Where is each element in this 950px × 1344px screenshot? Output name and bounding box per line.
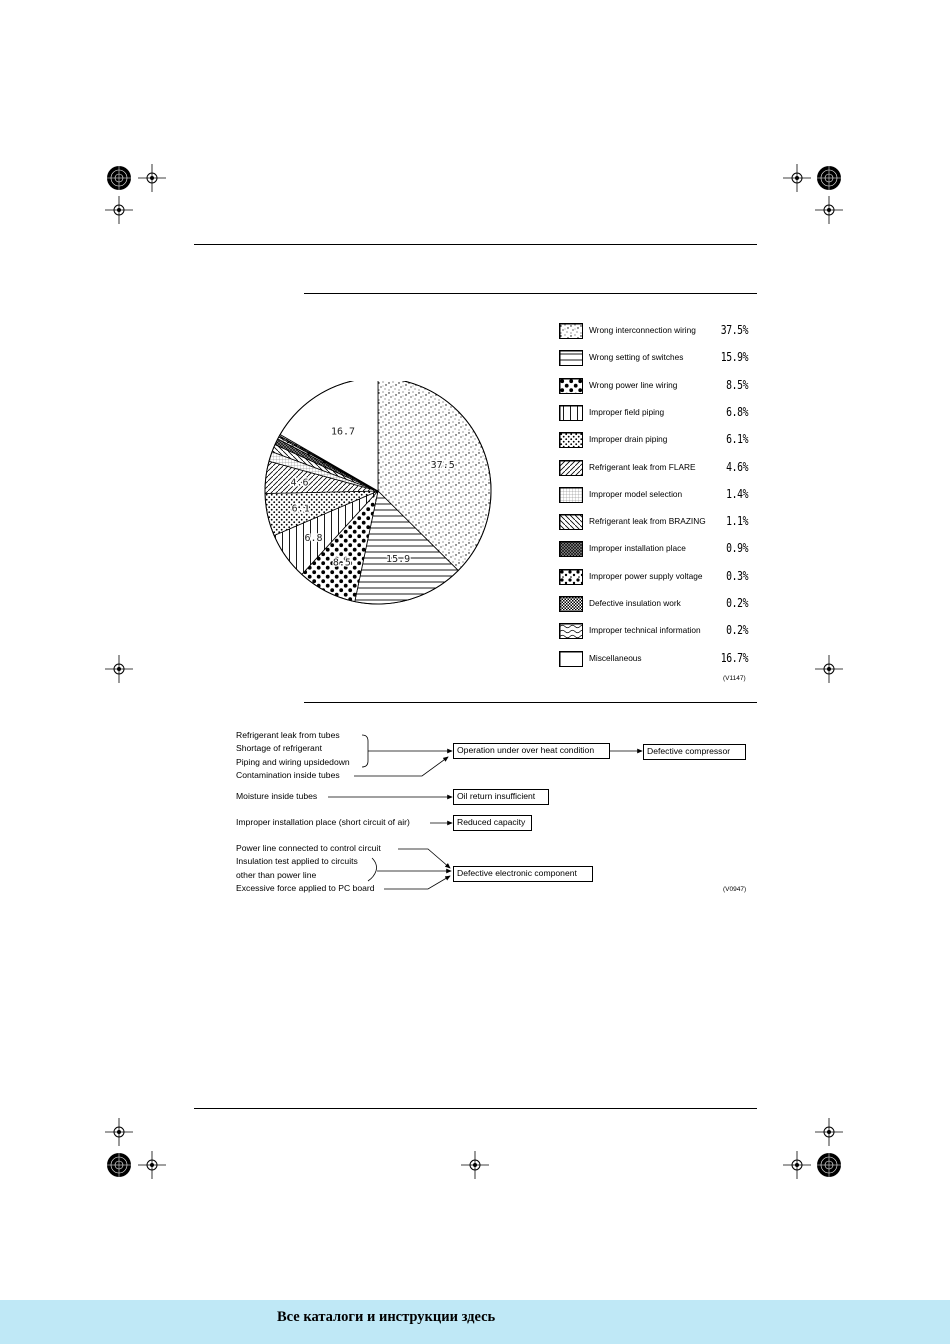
footer-rule — [194, 1108, 757, 1109]
legend-label: Wrong interconnection wiring — [589, 325, 696, 335]
legend-swatch — [559, 651, 583, 667]
crosshair-icon — [783, 164, 811, 192]
star-mark-icon — [107, 166, 131, 190]
legend-swatch — [559, 460, 583, 476]
footer-bar — [0, 1300, 950, 1344]
legend-swatch — [559, 569, 583, 585]
crosshair-icon — [105, 196, 133, 224]
legend-value: 0.2% — [726, 595, 748, 610]
cause-shortage-refrigerant: Shortage of refrigerant — [236, 743, 322, 753]
cause-excessive-force: Excessive force applied to PC board — [236, 883, 375, 893]
crosshair-icon — [783, 1151, 811, 1179]
result-defective-electronic: Defective electronic component — [453, 866, 593, 882]
legend-swatch — [559, 432, 583, 448]
legend-item — [559, 460, 751, 478]
chart-bottom-rule — [304, 702, 757, 703]
result-over-heat: Operation under over heat condition — [453, 743, 610, 759]
legend-swatch — [559, 378, 583, 394]
crosshair-icon — [815, 655, 843, 683]
cause-moisture: Moisture inside tubes — [236, 791, 318, 801]
legend-item — [559, 569, 751, 587]
pie-slice-label: 4.6 — [290, 477, 309, 489]
crosshair-icon — [138, 164, 166, 192]
cause-insulation-test-cont: other than power line — [236, 870, 317, 880]
legend-label: Defective insulation work — [589, 598, 681, 608]
result-reduced-capacity: Reduced capacity — [453, 815, 532, 831]
pie-slice-label: 37.5 — [430, 460, 455, 471]
legend-label: Wrong power line wiring — [589, 379, 678, 390]
crosshair-icon — [461, 1151, 489, 1179]
star-mark-icon — [817, 166, 841, 190]
legend-value: 1.1% — [726, 513, 748, 529]
legend-item — [559, 350, 751, 368]
legend-label: Refrigerant leak from FLARE — [589, 461, 696, 472]
legend-swatch — [559, 405, 583, 421]
legend-value: 4.6% — [726, 458, 748, 474]
legend-item — [559, 323, 751, 341]
legend-item — [559, 623, 751, 641]
legend-item — [559, 378, 751, 396]
legend-item — [559, 541, 751, 559]
legend-label: Improper technical information — [589, 625, 701, 636]
legend-label: Wrong setting of switches — [589, 352, 684, 363]
cause-power-line-control: Power line connected to control circuit — [236, 843, 381, 853]
legend-swatch — [559, 487, 583, 503]
legend-label: Improper installation place — [589, 543, 686, 554]
pie-chart — [258, 381, 498, 621]
cause-contamination: Contamination inside tubes — [236, 770, 340, 780]
pie-slice-label: 15.9 — [386, 554, 411, 566]
crosshair-icon — [105, 1118, 133, 1146]
legend-item — [559, 487, 751, 505]
pie-slice-label: 6.1 — [291, 503, 310, 515]
result-oil-return: Oil return insufficient — [453, 789, 549, 805]
star-mark-icon — [107, 1153, 131, 1177]
legend-value: 6.1% — [726, 431, 748, 447]
legend-swatch — [559, 350, 583, 366]
legend-item — [559, 405, 751, 423]
legend-swatch — [559, 623, 583, 639]
cause-improper-installation: Improper installation place (short circuit of air) — [236, 817, 410, 827]
pie-slice-label: 6.8 — [304, 532, 323, 544]
legend-label: Improper model selection — [589, 488, 683, 499]
legend-value: 8.5% — [726, 376, 748, 392]
pie-slice-label: 8.5 — [332, 557, 351, 569]
legend-value: 16.7% — [720, 649, 748, 665]
chart-top-rule — [304, 293, 757, 294]
legend-value: 0.3% — [726, 567, 748, 583]
legend-item — [559, 432, 751, 450]
legend-value: 0.2% — [726, 622, 748, 638]
pie-slice-label: 16.7 — [330, 426, 356, 438]
star-mark-icon — [817, 1153, 841, 1177]
legend-value: 0.9% — [726, 540, 748, 556]
flow-code: (V0947) — [723, 886, 747, 893]
cause-piping-wiring-upsidedown: Piping and wiring upsidedown — [236, 757, 350, 767]
legend-label: Improper drain piping — [589, 434, 668, 445]
legend-item — [559, 596, 751, 614]
crosshair-icon — [105, 655, 133, 683]
chart-code: (V1147) — [723, 675, 746, 682]
legend-item — [559, 651, 751, 669]
result-defective-compressor: Defective compressor — [643, 744, 746, 760]
legend-label: Miscellaneous — [589, 652, 642, 663]
legend-value: 15.9% — [720, 349, 748, 365]
legend-label: Improper power supply voltage — [589, 570, 703, 581]
cause-refrigerant-leak: Refrigerant leak from tubes — [236, 730, 340, 740]
legend-value: 37.5% — [720, 322, 748, 337]
legend-label: Improper field piping — [589, 406, 665, 417]
legend-value: 1.4% — [726, 485, 748, 501]
legend-item — [559, 514, 751, 532]
crosshair-icon — [815, 196, 843, 224]
header-rule — [194, 244, 757, 245]
footer-link[interactable]: Все каталоги и инструкции здесь — [277, 1309, 496, 1325]
legend-label: Refrigerant leak from BRAZING — [589, 516, 706, 527]
legend-swatch — [559, 541, 583, 557]
legend-swatch — [559, 514, 583, 530]
legend-swatch — [559, 323, 583, 339]
legend-value: 6.8% — [726, 403, 748, 419]
cause-insulation-test: Insulation test applied to circuits — [236, 856, 358, 866]
crosshair-icon — [815, 1118, 843, 1146]
legend-swatch — [559, 596, 583, 612]
crosshair-icon — [138, 1151, 166, 1179]
